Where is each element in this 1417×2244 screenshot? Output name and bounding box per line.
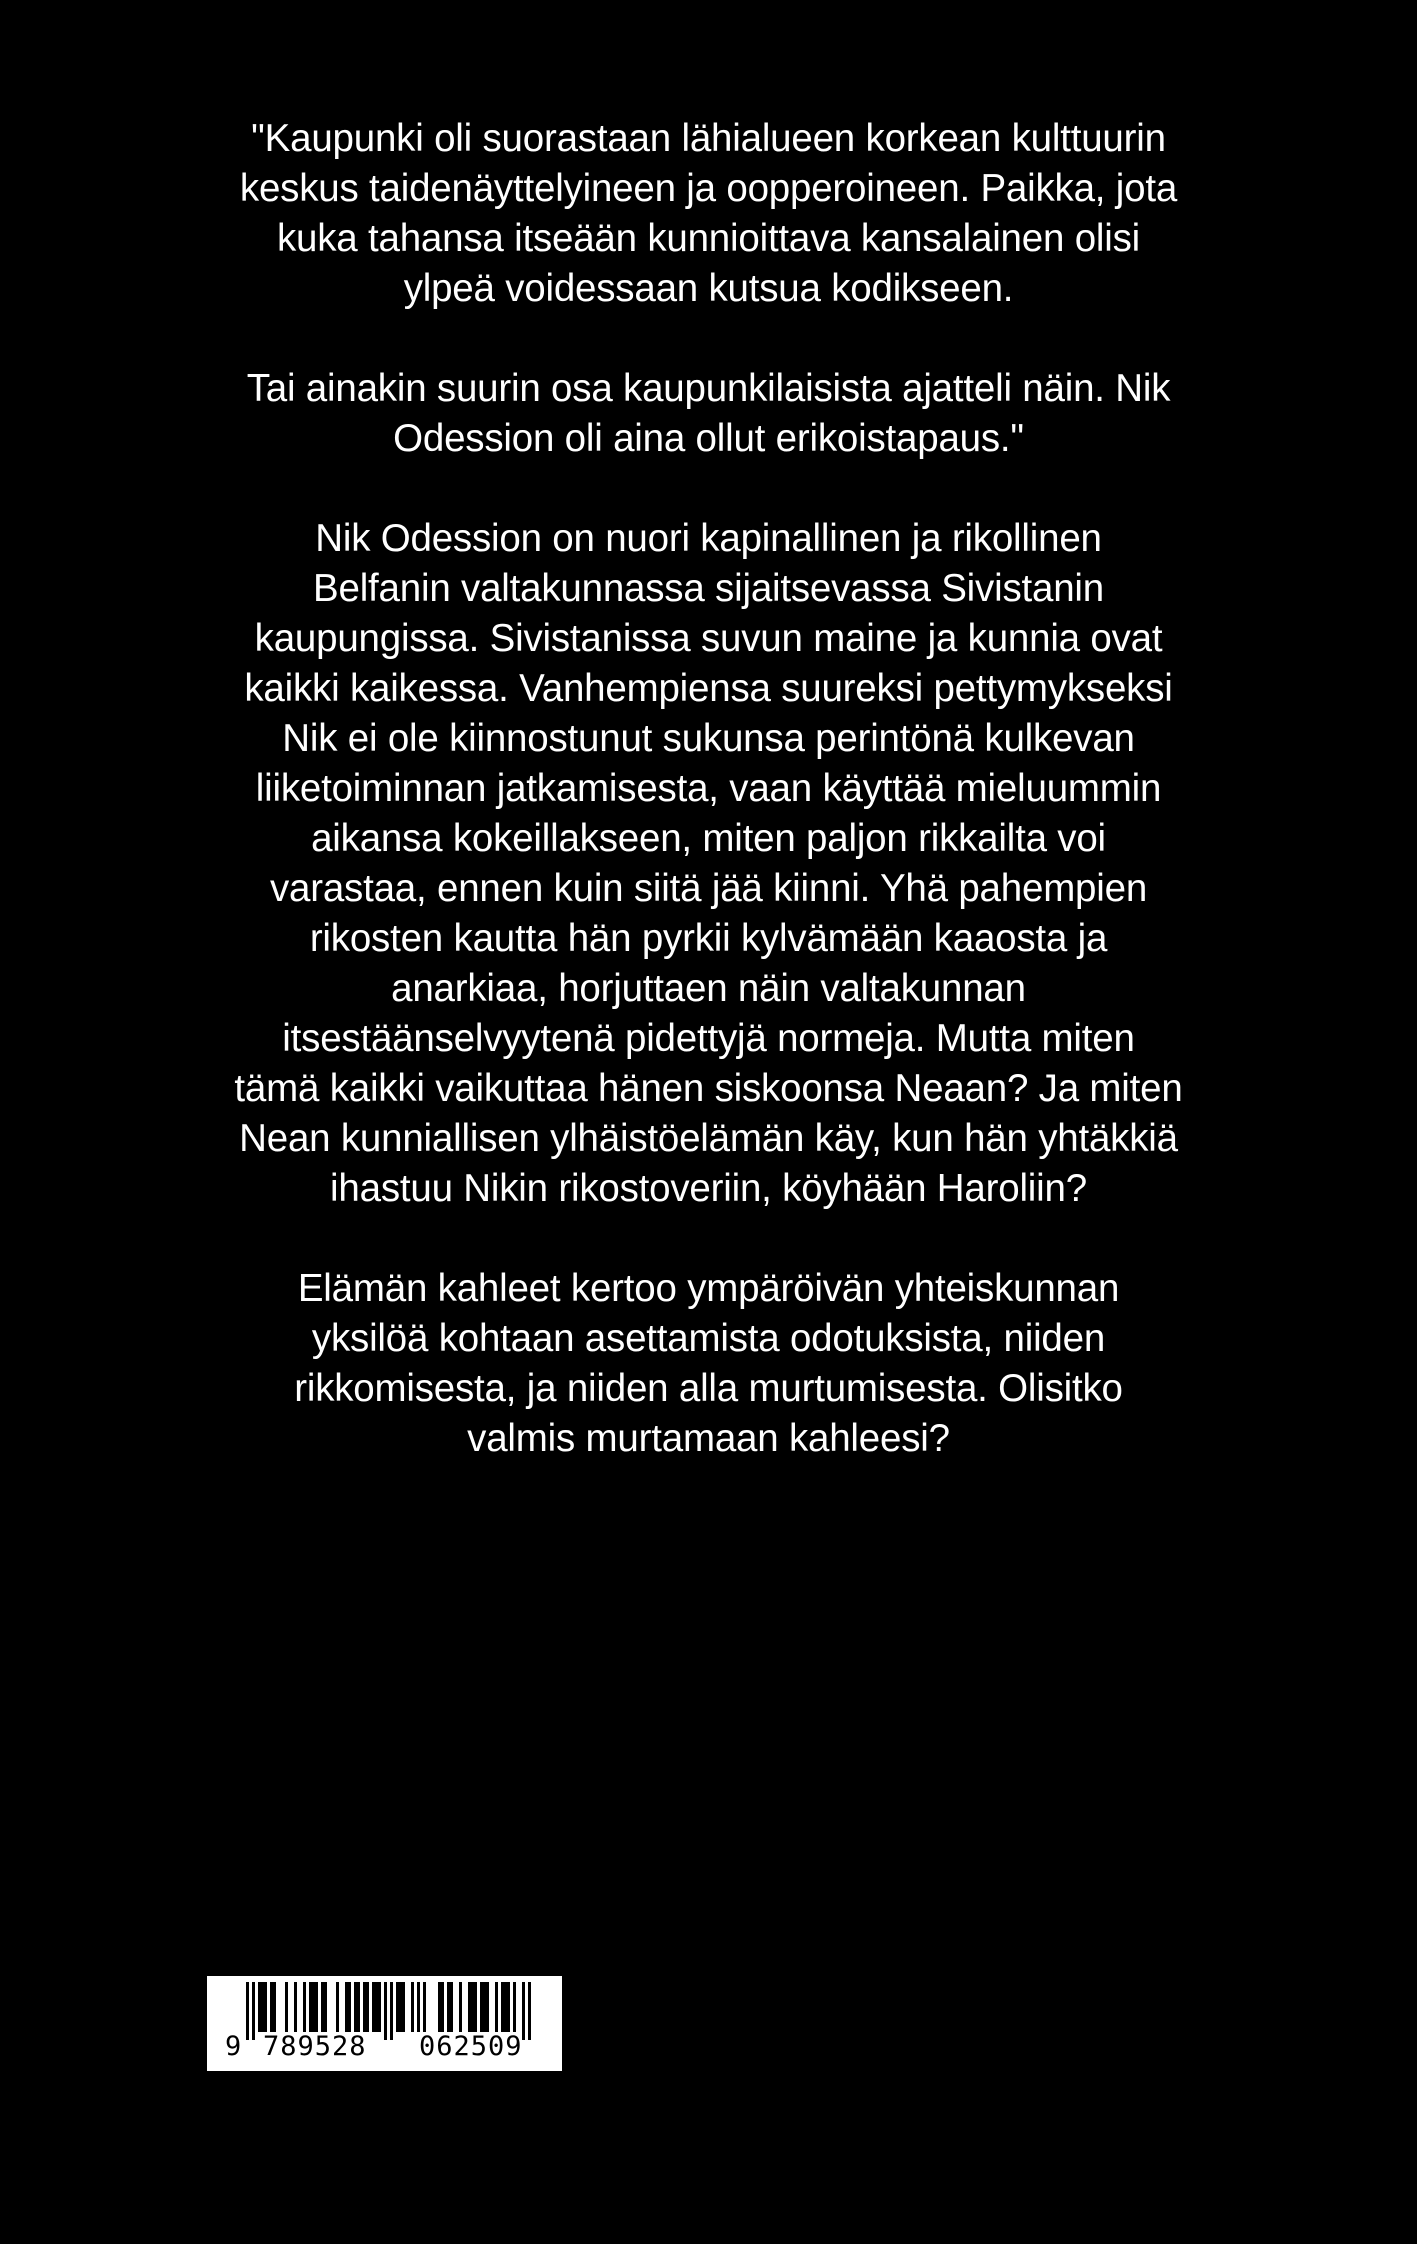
blurb-line: Belfanin valtakunnassa sijaitsevassa Sivistanin	[313, 567, 1104, 610]
barcode-bar	[480, 1982, 489, 2032]
barcode-bar	[513, 1982, 516, 2032]
barcode-bar	[336, 1982, 339, 2032]
barcode-bar	[270, 1982, 276, 2032]
barcode-bar	[411, 1982, 414, 2032]
barcode-bar	[345, 1982, 351, 2032]
barcode-bar	[396, 1982, 405, 2032]
isbn-barcode	[207, 1976, 562, 2071]
barcode-bar	[354, 1982, 360, 2032]
blurb-paragraph-closing	[180, 1264, 1237, 1464]
blurb-line: Elämän kahleet kertoo ympäröivän yhteiskunnan	[297, 1267, 1120, 1310]
barcode-bar	[303, 1982, 306, 2032]
blurb-line: Nean kunniallisen ylhäistöelämän käy, kun hän yhtäkkiä	[239, 1117, 1178, 1160]
blurb-line: kaikki kaikessa. Vanhempiensa suureksi pettymykseksi	[244, 667, 1173, 710]
barcode-bar	[294, 1982, 297, 2032]
blurb-line: Odession oli aina ollut erikoistapaus."	[393, 417, 1024, 460]
barcode-bar	[417, 1982, 420, 2032]
blurb-line: rikosten kautta hän pyrkii kylvämään kaaosta ja	[309, 917, 1108, 960]
blurb-line: anarkiaa, horjuttaen näin valtakunnan	[391, 967, 1026, 1010]
blurb-line: liiketoiminnan jatkamisesta, vaan käyttää mieluummin	[255, 767, 1162, 810]
barcode-bar	[438, 1982, 444, 2032]
blurb-line: valmis murtamaan kahleesi?	[467, 1417, 950, 1460]
isbn-left-group: 789528	[263, 2031, 367, 2062]
barcode-bar	[363, 1982, 369, 2032]
isbn-right-group: 062509	[419, 2031, 523, 2062]
blurb-line: Nik Odession on nuori kapinallinen ja rikollinen	[315, 517, 1102, 560]
barcode-bar	[285, 1982, 288, 2032]
blurb-line: "Kaupunki oli suorastaan lähialueen korkean kulttuurin	[251, 117, 1166, 160]
blurb-line: ylpeä voidessaan kutsua kodikseen.	[403, 267, 1014, 310]
blurb-paragraph-quote-1	[180, 114, 1237, 314]
blurb-line: Tai ainakin suurin osa kaupunkilaisista ajatteli näin. Nik	[246, 367, 1171, 410]
blurb-line: kuka tahansa itseään kunnioittava kansalainen olisi	[276, 217, 1141, 260]
blurb-line: tämä kaikki vaikuttaa hänen siskoonsa Neaan? Ja miten	[234, 1067, 1183, 1110]
blurb-line: Nik ei ole kiinnostunut sukunsa perintönä kulkevan	[282, 717, 1135, 760]
barcode-bar	[495, 1982, 498, 2032]
blurb-line: kaupungissa. Sivistanissa suvun maine ja kunnia ovat	[254, 617, 1163, 660]
barcode-bar	[447, 1982, 453, 2032]
barcode-bar	[309, 1982, 318, 2032]
blurb-paragraph-synopsis	[180, 514, 1237, 1214]
blurb-line: rikkomisesta, ja niiden alla murtumisesta. Olisitko	[294, 1367, 1123, 1410]
blurb-paragraph-quote-2	[180, 364, 1237, 464]
blurb-line: itsestäänselvyytenä pidettyjä normeja. Mutta miten	[282, 1017, 1135, 1060]
barcode-bar	[468, 1982, 477, 2032]
blurb-text	[180, 114, 1237, 1514]
blurb-line: keskus taidenäyttelyineen ja oopperoineen. Paikka, jota	[239, 167, 1178, 210]
blurb-line: varastaa, ennen kuin siitä jää kiinni. Yhä pahempien	[269, 867, 1148, 910]
blurb-line: aikansa kokeillakseen, miten paljon rikkailta voi	[311, 817, 1106, 860]
isbn-number	[207, 2030, 562, 2200]
barcode-bar	[258, 1982, 267, 2032]
blurb-line: yksilöä kohtaan asettamista odotuksista, niiden	[311, 1317, 1106, 1360]
barcode-bar	[372, 1982, 381, 2032]
barcode-bar	[423, 1982, 426, 2032]
barcode-bar	[321, 1982, 327, 2032]
barcode-bar	[501, 1982, 510, 2032]
isbn-first-digit: 9	[225, 2031, 242, 2062]
barcode-bar	[459, 1982, 462, 2032]
blurb-line: ihastuu Nikin rikostoveriin, köyhään Haroliin?	[330, 1167, 1087, 1210]
